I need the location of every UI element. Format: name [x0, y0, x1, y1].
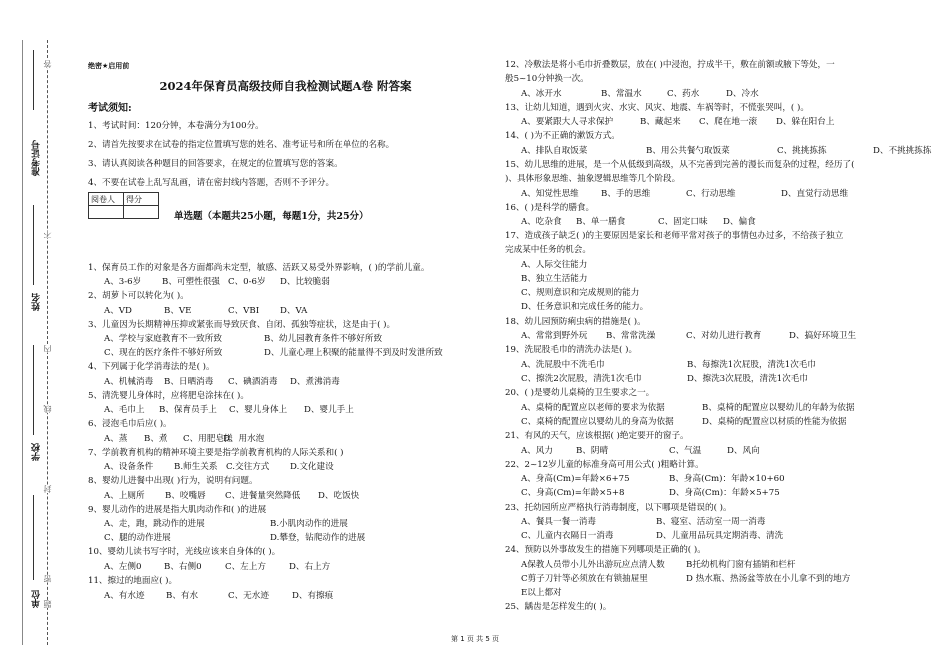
- question-option: D、直觉行动思维: [781, 189, 849, 199]
- question-option: E以上都对: [521, 588, 562, 598]
- question-option: A、常常到野外玩: [521, 331, 588, 341]
- question-option: C、擦洗2次屁股，清洗1次毛巾: [521, 374, 642, 384]
- seal-mark: 不: [43, 230, 52, 238]
- question-stem: 3、儿童因为长期精神压抑或紧张而导致厌食、自闭、孤独等症状，这是由于( )。: [88, 320, 396, 330]
- question-option: A、排队自取饭菜: [521, 146, 588, 156]
- question-option: C、挑挑拣拣: [777, 146, 827, 156]
- secret-label: 绝密★启用前: [88, 62, 130, 70]
- notice-item: 1、考试时间：120分钟，本卷满分为100分。: [88, 121, 264, 131]
- question-option: B、保育员手上: [159, 405, 217, 415]
- fill-line-exam-id: [33, 50, 34, 110]
- question-option: D、儿童心理上积聚的能量得不到及时发泄所致: [264, 348, 443, 358]
- question-option: C、0-6岁: [228, 277, 266, 287]
- question-option: B、幼儿园教育条件不够好所致: [264, 334, 383, 344]
- reviewer-cell: 阅卷人: [89, 193, 124, 206]
- score-table: [88, 192, 159, 219]
- question-option: D、擦洗3次屁股，清洗1次毛巾: [687, 374, 808, 384]
- question-option: B、有水: [166, 591, 199, 601]
- question-option: B、日晒消毒: [164, 377, 214, 387]
- question-option: A、要紧跟大人寻求保护: [521, 117, 614, 127]
- question-option: A、身高(Cm)=年龄×6+75: [521, 474, 630, 484]
- question-option: C.交往方式: [226, 462, 270, 472]
- question-option: A、人际交往能力: [521, 260, 588, 270]
- question-option: D.攀登，钻爬动作的进展: [270, 533, 366, 543]
- question-option: B、藏起来: [640, 117, 681, 127]
- seal-mark: 线: [43, 405, 52, 413]
- page-title: 2024年保育员高级技师自我检测试题A卷 附答案: [159, 79, 412, 93]
- question-stem: 24、预防以外事故发生的措施下列哪项是正确的( )。: [505, 545, 706, 555]
- question-stem: 14、( )为不正确的漱饭方式。: [505, 131, 620, 141]
- question-option: A、VD: [104, 306, 132, 316]
- question-stem: 13、让幼儿知道，遇到火灾、水灾、风灾、地震、车祸等时，不慌张哭叫，( )。: [505, 103, 809, 113]
- question-stem: 25、龋齿是怎样发生的( )。: [505, 602, 612, 612]
- name-label: 姓名: [32, 293, 42, 311]
- question-option: A、学校与家庭教育不一致所致: [104, 334, 222, 344]
- question-option: B、寝室、活动室一周一消毒: [656, 517, 766, 527]
- score-blank[interactable]: [124, 206, 159, 219]
- question-option: C、行动思维: [686, 189, 736, 199]
- question-stem: 15、幼儿思维的进展，是一个从低级到高级，从不完善到完善的漫长而复杂的过程，经历了(: [505, 160, 855, 170]
- question-option: B、单一膳食: [576, 217, 626, 227]
- question-option: D、身高(Cm)：年龄×5+75: [669, 488, 780, 498]
- question-option: A、知觉性思维: [521, 189, 579, 199]
- question-stem: 16、( )是科学的膳食。: [505, 203, 595, 213]
- question-option: B、煮: [144, 434, 168, 444]
- question-option: B、常温水: [601, 89, 642, 99]
- question-option: D、VA: [280, 306, 308, 316]
- question-option: D、煮沸消毒: [290, 377, 340, 387]
- question-stem: 8、婴幼儿进餐中出现( )行为，说明有问题。: [88, 476, 258, 486]
- seal-mark: 内: [43, 345, 52, 353]
- question-option: A、餐具一餐一消毒: [521, 517, 596, 527]
- seal-mark: 答: [43, 60, 52, 68]
- question-option: C、VBI: [228, 306, 260, 316]
- question-option: A、3-6岁: [104, 277, 142, 287]
- question-option: D、偏食: [723, 217, 756, 227]
- question-option: A、冰开水: [521, 89, 562, 99]
- question-option: C、固定口味: [658, 217, 708, 227]
- binding-margin: [0, 0, 62, 671]
- question-stem: 1、保育员工作的对象是各方面都尚未定型，敏感、活跃又易受外界影响，( )的学前儿童。: [88, 263, 430, 273]
- question-option: D、有擦痕: [292, 591, 334, 601]
- question-stem-continued: 般5~10分钟换一次。: [505, 74, 589, 84]
- question-option: D、吃饭快: [318, 491, 360, 501]
- question-stem: 20、( )是婴幼儿桌椅的卫生要求之一。: [505, 388, 655, 398]
- fill-line-unit: [33, 495, 34, 580]
- question-option: D、任务意识和完成任务的能力。: [521, 302, 649, 312]
- question-option: C、碘酒消毒: [228, 377, 278, 387]
- unit-label: 单位: [32, 590, 42, 608]
- section-heading: 单选题（本题共25小题，每题1分，共25分）: [174, 211, 369, 222]
- question-option: D、比较脆弱: [280, 277, 330, 287]
- question-stem-continued: 完成某中任务的机会。: [505, 245, 591, 255]
- question-option: A、有水迹: [104, 591, 145, 601]
- question-option: D 热水瓶、热汤盆等放在小儿拿不到的地方: [686, 574, 851, 584]
- question-option: C、桌椅的配置应以婴幼儿的身高为依据: [521, 417, 674, 427]
- question-option: D、冷水: [726, 89, 759, 99]
- seal-mark: 封: [43, 485, 52, 493]
- question-option: D、风向: [727, 446, 760, 456]
- question-stem: 5、清洗婴儿身体时，应将肥皂涂抹在( )。: [88, 391, 249, 401]
- question-option: D.文化建设: [290, 462, 334, 472]
- question-stem: 9、婴儿动作的进展是指大肌肉动作和( )的进展: [88, 505, 267, 515]
- question-option: D、用水泡: [223, 434, 265, 444]
- question-stem: 21、有风的天气，应该根据( )绝定要开的窗子。: [505, 431, 689, 441]
- question-stem: 2、胡萝卜可以转化为( )。: [88, 291, 189, 301]
- question-option: D、不挑挑拣拣: [873, 146, 932, 156]
- question-option: D、躲在阳台上: [776, 117, 835, 127]
- question-option: B、每擦洗1次屁股，清洗1次毛巾: [687, 360, 816, 370]
- question-option: B托幼机构门窗有插销和栏杆: [686, 560, 796, 570]
- question-option: C、儿童内衣隔日一消毒: [521, 531, 614, 541]
- question-option: B、可塑性很强: [162, 277, 220, 287]
- question-option: C剪子刀针等必须放在有锁抽屉里: [521, 574, 648, 584]
- question-stem: 6、浸泡毛巾后应( )。: [88, 419, 172, 429]
- score-cell: 得分: [124, 193, 159, 206]
- question-option: C、腿的动作进展: [104, 533, 171, 543]
- question-option: C、现在的医疗条件不够好所致: [104, 348, 223, 358]
- question-option: B、常常洗澡: [606, 331, 656, 341]
- reviewer-blank[interactable]: [89, 206, 124, 219]
- question-option: B.师生关系: [174, 462, 218, 472]
- question-option: D、桌椅的配置应以材质的性能为依据: [702, 417, 847, 427]
- question-option: B.小肌肉动作的进展: [270, 519, 348, 529]
- notice-item: 3、请认真阅读各种题目的回答要求，在规定的位置填写您的答案。: [88, 159, 343, 169]
- page-footer: 第 1 页 共 5 页: [450, 635, 500, 643]
- question-stem: 4、下列属于化学消毒法的是( )。: [88, 362, 215, 372]
- question-option: C、药水: [667, 89, 700, 99]
- question-stem: 17、造成孩子缺乏( )的主要原因是家长和老师平常对孩子的事情包办过多，不给孩子独立: [505, 231, 844, 241]
- question-option: A、左侧0: [104, 562, 142, 572]
- question-option: C、无水迹: [228, 591, 269, 601]
- question-option: C、气温: [669, 446, 702, 456]
- question-option: D、右上方: [289, 562, 331, 572]
- binding-solid-line: [22, 40, 23, 645]
- question-option: A保教人员带小儿外出游玩应点清人数: [521, 560, 665, 570]
- question-option: D、婴儿手上: [304, 405, 354, 415]
- question-stem: 18、幼儿园预防痢虫病的措施是( )。: [505, 317, 646, 327]
- notice-item: 4、不要在试卷上乱写乱画，请在密封线内答题，否则不予评分。: [88, 178, 335, 188]
- question-option: A、蒸: [104, 434, 128, 444]
- question-option: A、设备条件: [104, 462, 154, 472]
- exam-id-label: 准考证号: [32, 140, 42, 176]
- question-option: A、桌椅的配置应以老师的要求为依据: [521, 403, 665, 413]
- question-stem: 23、托幼园所应严格执行消毒制度，以下哪项是错误的( )。: [505, 503, 732, 513]
- question-option: D、儿童用品玩具定期消毒、清洗: [656, 531, 784, 541]
- notice-heading: 考试须知:: [88, 103, 132, 114]
- question-option: C、规则意识和完成规则的能力: [521, 288, 640, 298]
- seal-mark: 密: [43, 575, 52, 583]
- question-option: B、身高(Cm)：年龄×10+60: [669, 474, 785, 484]
- question-stem: 11、擦过的地面应( )。: [88, 576, 178, 586]
- question-option: D、搞好环境卫生: [789, 331, 857, 341]
- question-option: A、风力: [521, 446, 553, 456]
- fill-line-name: [33, 205, 34, 285]
- question-stem-continued: )、具体形象思维、抽象逻辑思维等几个阶段。: [505, 174, 681, 184]
- question-option: B、手的思维: [601, 189, 651, 199]
- seal-mark: 题: [43, 600, 52, 608]
- question-option: A、毛巾上: [104, 405, 145, 415]
- question-stem: 10、婴幼儿读书写字时，光线应该来自身体的( )。: [88, 547, 281, 557]
- question-option: A、上厕所: [104, 491, 145, 501]
- question-option: A、机械消毒: [104, 377, 154, 387]
- question-option: A、洗屁股中不洗毛巾: [521, 360, 605, 370]
- question-option: C、对幼儿进行教育: [686, 331, 762, 341]
- question-option: C、左上方: [225, 562, 266, 572]
- school-label: 学校: [32, 443, 42, 461]
- question-option: B、桌椅的配置应以婴幼儿的年龄为依据: [702, 403, 855, 413]
- question-option: B、独立生活能力: [521, 274, 588, 284]
- question-option: A、吃杂食: [521, 217, 562, 227]
- question-option: C、身高(Cm)=年龄×5+8: [521, 488, 625, 498]
- question-option: A、走，跑，跳动作的进展: [104, 519, 205, 529]
- question-option: C、进餐量突然降低: [225, 491, 301, 501]
- question-option: B、阴晴: [576, 446, 609, 456]
- question-option: B、右侧0: [164, 562, 202, 572]
- question-option: C、用肥皂搓: [183, 434, 233, 444]
- question-stem: 22、2~12岁儿童的标准身高可用公式( )粗略计算。: [505, 460, 704, 470]
- notice-item: 2、请首先按要求在试卷的指定位置填写您的姓名、准考证号和所在单位的名称。: [88, 140, 395, 150]
- fill-line-school: [33, 345, 34, 435]
- question-option: C、爬在地一滚: [699, 117, 758, 127]
- question-stem: 7、学前教育机构的精神环境主要是指学前教育机构的人际关系和( ): [88, 448, 344, 458]
- question-stem: 19、洗屁股毛巾的清洗办法是( )。: [505, 345, 638, 355]
- question-option: B、咬嘴唇: [165, 491, 206, 501]
- seal-dashed-line: [47, 40, 48, 645]
- question-option: B、用公共餐勺取饭菜: [646, 146, 730, 156]
- question-stem: 12、冷敷法是将小毛巾折叠数层，放在( )中浸泡，拧成半干，敷在前额或腋下等处，一: [505, 60, 835, 70]
- question-option: B、VE: [164, 306, 192, 316]
- question-option: C、婴儿身体上: [229, 405, 288, 415]
